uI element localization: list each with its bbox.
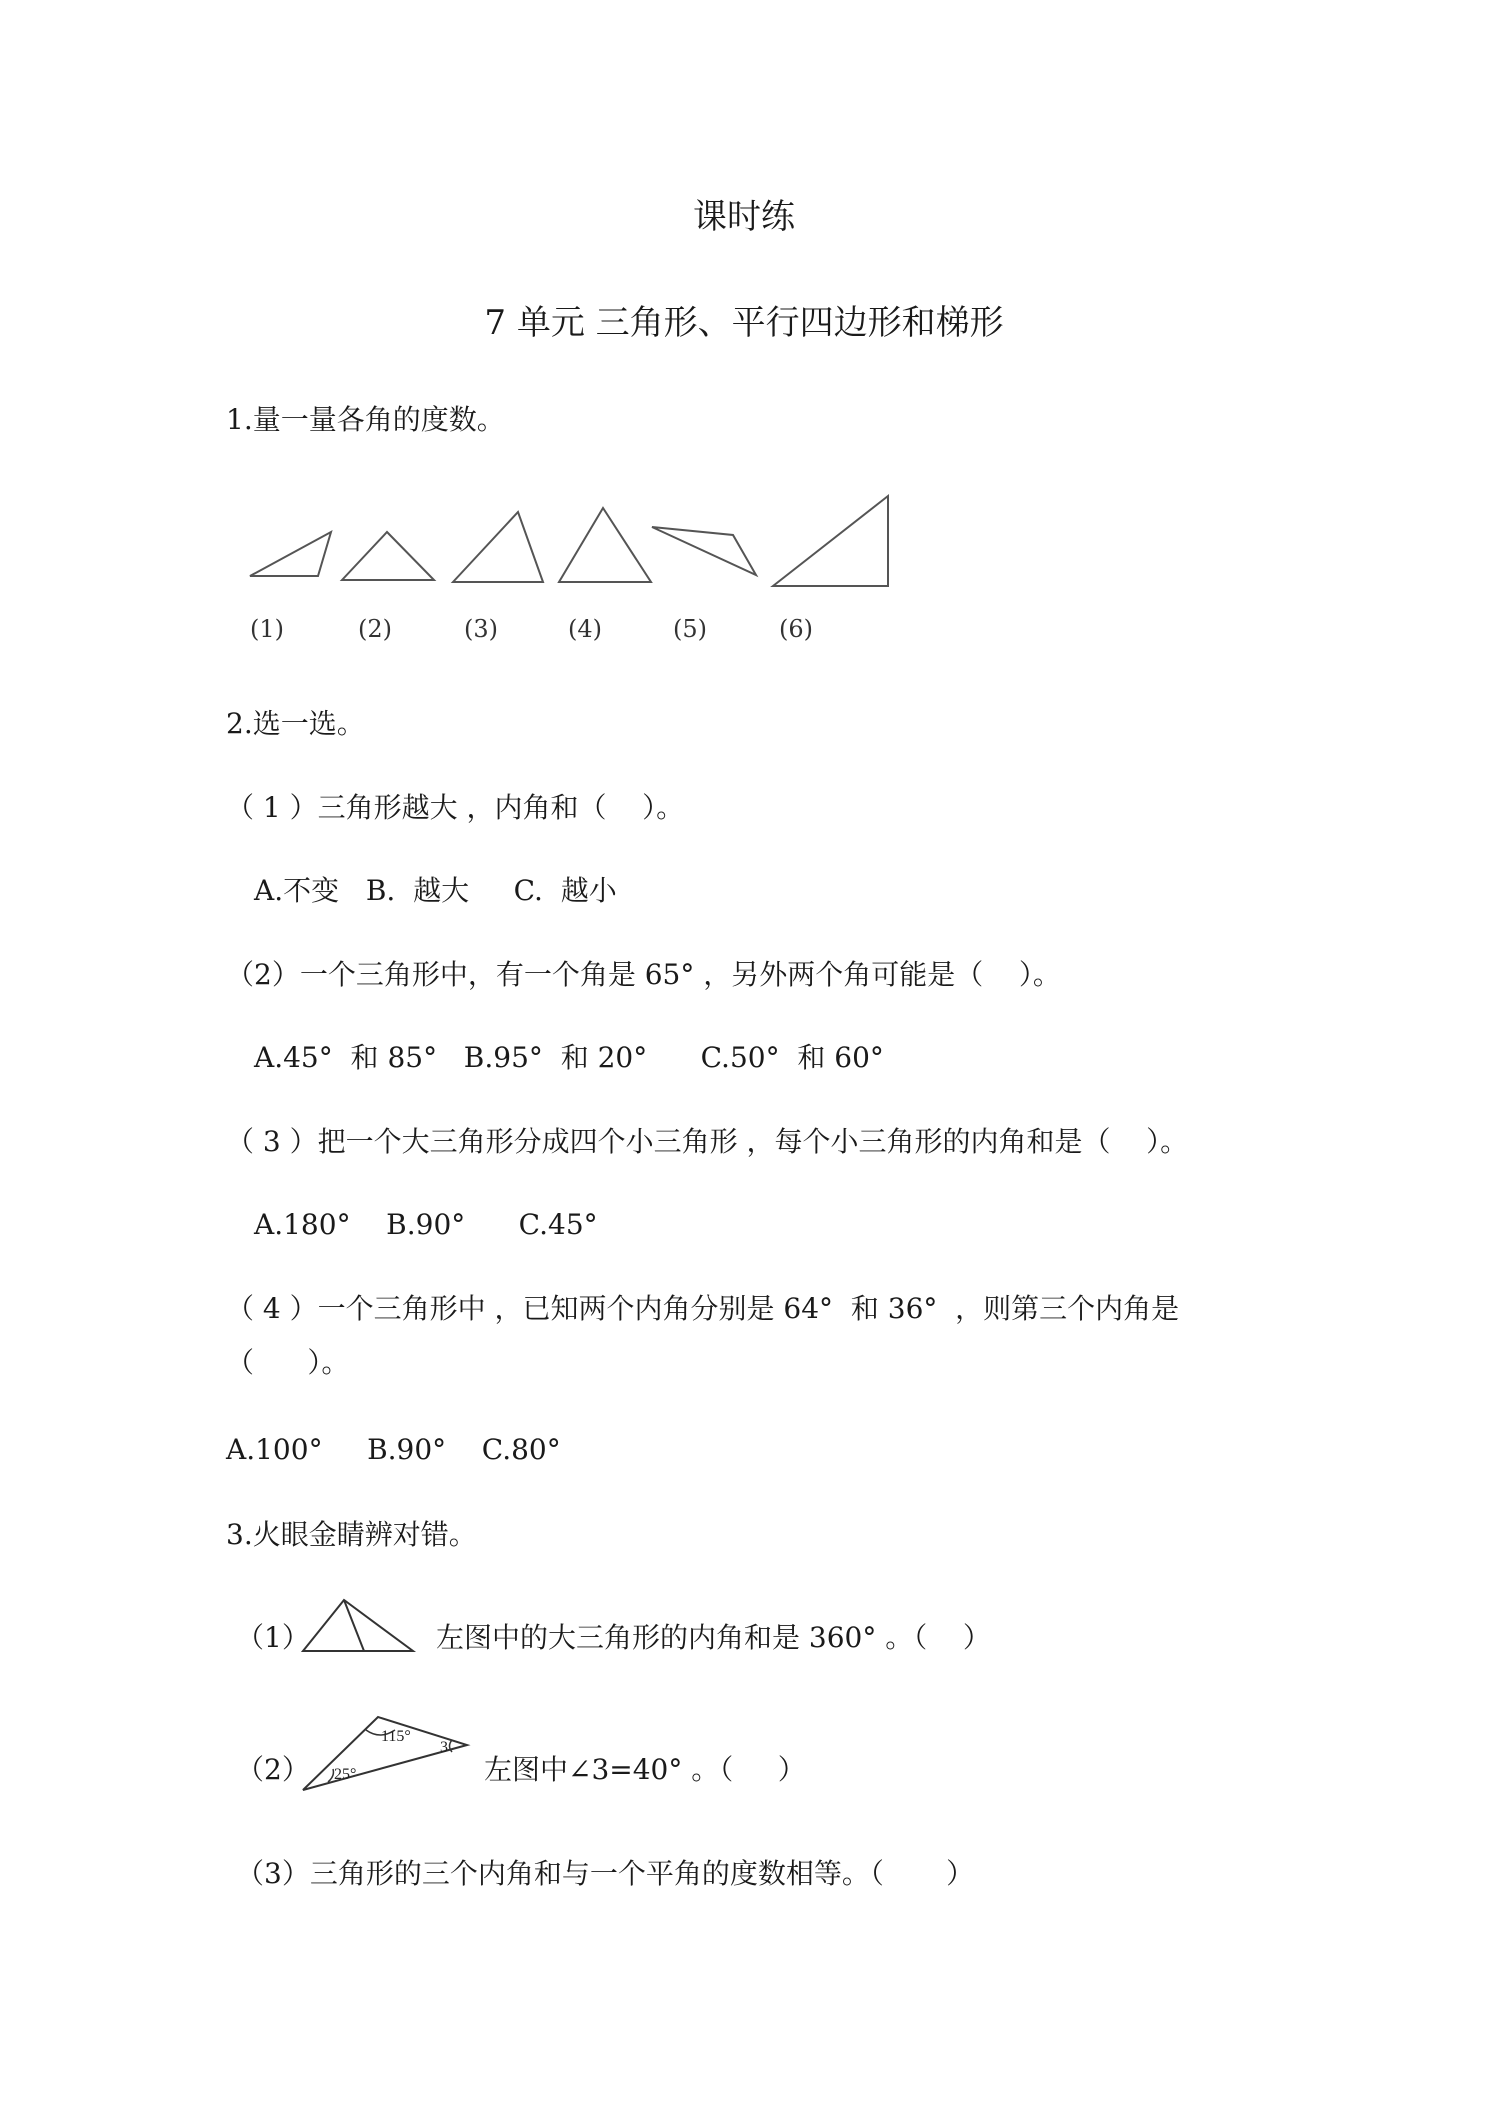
triangle-label-6: (6) (779, 615, 813, 643)
triangle-label-3: (3) (464, 615, 498, 643)
q3-s2-text: 左图中∠3=40° 。（ ） (484, 1753, 806, 1786)
q2-s4-question-line1: （ 4 ）一个三角形中 ，已知两个内角分别是 64° 和 36° ，则第三个内角是 (226, 1292, 1180, 1325)
page-title: 课时练 (693, 197, 795, 237)
q3-s1-number: （1） (236, 1621, 310, 1654)
q3-prompt: 3.火眼金睛辨对错。 (226, 1518, 477, 1551)
triangle-label-4: (4) (568, 615, 602, 643)
q2-prompt: 2.选一选。 (226, 707, 365, 740)
triangle-label-1: (1) (250, 615, 284, 643)
triangle-label-5: (5) (673, 615, 707, 643)
q2-s3-options: A.180° B.90° C.45° (254, 1208, 598, 1241)
q3-s2-number: （2） (236, 1753, 310, 1786)
angle-label-right: 3 (440, 1739, 448, 1756)
q2-s2-options: A.45° 和 85° B.95° 和 20° C.50° 和 60° (254, 1041, 884, 1074)
triangle-label-2: (2) (358, 615, 392, 643)
angle-label-left: 25° (334, 1766, 357, 1783)
q1-prompt: 1.量一量各角的度数。 (226, 403, 505, 436)
q2-s4-options: A.100° B.90° C.80° (226, 1433, 561, 1466)
angle-label-top: 115° (381, 1728, 411, 1745)
q2-s1-question: （ 1 ）三角形越大 ，内角和（ ）。 (226, 791, 685, 824)
unit-title: 7 单元 三角形、平行四边形和梯形 (484, 303, 1004, 343)
q2-s4-question-line2: （ ）。 (226, 1346, 350, 1379)
q3-s1-text: 左图中的大三角形的内角和是 360° 。（ ） (436, 1621, 991, 1654)
q2-s2-question: （2）一个三角形中，有一个角是 65° ，另外两个角可能是（ ）。 (226, 958, 1061, 991)
q2-s1-options: A.不变 B. 越大 C. 越小 (254, 874, 617, 907)
q3-s3-text: （3）三角形的三个内角和与一个平角的度数相等。（ ） (236, 1857, 975, 1890)
q2-s3-question: （ 3 ）把一个大三角形分成四个小三角形 ，每个小三角形的内角和是（ ）。 (226, 1125, 1189, 1158)
